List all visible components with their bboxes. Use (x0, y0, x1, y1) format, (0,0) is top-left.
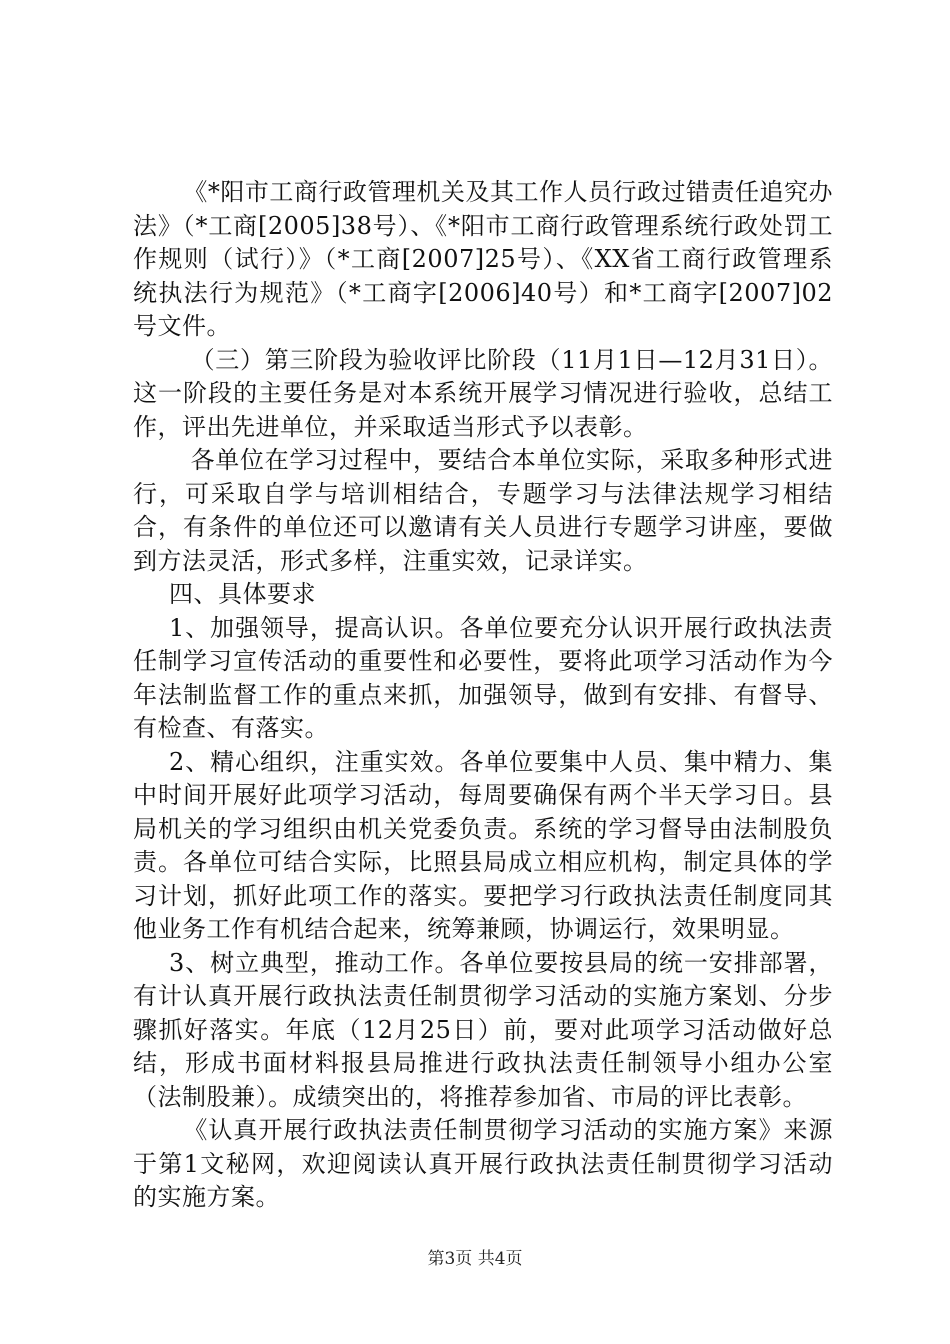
paragraph-study-methods: 各单位在学习过程中，要结合本单位实际，采取多种形式进行，可采取自学与培训相结合，专题学习与法律法规学习相结合，有条件的单位还可以邀请有关人员进行专题学习讲座，要做到方法灵活，形式多样，注重实效，记录详实。 (133, 446, 833, 575)
paragraph-stage-three: （三）第三阶段为验收评比阶段（11月1日—12月31日）。这一阶段的主要任务是对本系统开展学习情况进行验收，总结工作，评出先进单位，并采取适当形式予以表彰。 (133, 345, 833, 441)
paragraph-regulations: 《*阳市工商行政管理机关及其工作人员行政过错责任追究办法》（*工商[2005]38号）、《*阳市工商行政管理系统行政处罚工作规则（试行）》（*工商[2007]25号）、《XX省工商行政管理系统执法行为规范》（*工商字[2006]40号）和*工商字[2007]02号文件。 (133, 178, 833, 340)
paragraph-requirement-1: 1、加强领导，提高认识。各单位要充分认识开展行政执法责任制学习宣传活动的重要性和必要性，要将此项学习活动作为今年法制监督工作的重点来抓，加强领导，做到有安排、有督导、有检查、有落实。 (133, 613, 833, 742)
section-heading-requirements: 四、具体要求 (169, 580, 316, 608)
document-body (133, 176, 833, 1215)
paragraph-source-note: 《认真开展行政执法责任制贯彻学习活动的实施方案》来源于第1文秘网，欢迎阅读认真开展行政执法责任制贯彻学习活动的实施方案。 (133, 1116, 833, 1211)
page-number-footer: 第3页 共4页 (427, 1249, 523, 1269)
paragraph-requirement-2: 2、精心组织，注重实效。各单位要集中人员、集中精力、集中时间开展好此项学习活动，每周要确保有两个半天学习日。县局机关的学习组织由机关党委负责。系统的学习督导由法制股负责。各单位可结合实际，比照县局成立相应机构，制定具体的学习计划，抓好此项工作的落实。要把学习行政执法责任制度同其他业务工作有机结合起来，统筹兼顾，协调运行，效果明显。 (133, 747, 833, 943)
paragraph-requirement-3: 3、树立典型，推动工作。各单位要按县局的统一安排部署，有计认真开展行政执法责任制贯彻学习活动的实施方案划、分步骤抓好落实。年底（12月25日）前，要对此项学习活动做好总结，形成书面材料报县局推进行政执法责任制领导小组办公室（法制股兼）。成绩突出的，将推荐参加省、市局的评比表彰。 (133, 948, 833, 1111)
